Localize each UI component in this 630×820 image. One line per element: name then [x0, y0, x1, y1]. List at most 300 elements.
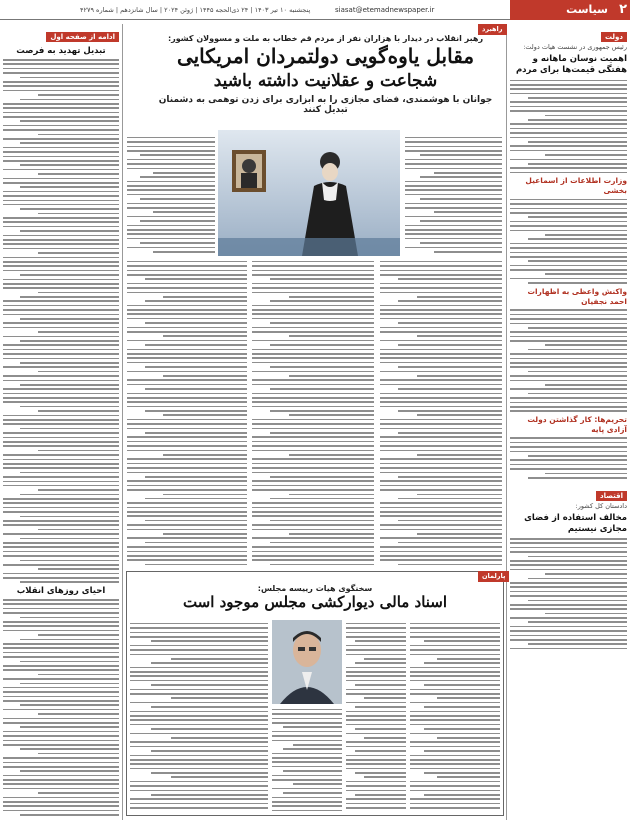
- text-line: [127, 292, 247, 294]
- text-line: [346, 649, 406, 651]
- text-line: [3, 454, 119, 456]
- text-line: [127, 238, 215, 240]
- text-line: [127, 146, 215, 148]
- text-line: [3, 735, 119, 737]
- main-story-tag: راهبرد: [478, 24, 507, 35]
- text-line: [272, 718, 342, 720]
- text-line: [145, 322, 247, 324]
- text-line: [127, 529, 247, 531]
- text-line: [127, 379, 247, 381]
- text-line: [145, 520, 247, 522]
- text-line: [364, 697, 406, 699]
- text-line: [3, 555, 119, 557]
- text-line: [130, 719, 268, 721]
- text-line: [127, 318, 247, 320]
- text-line: [127, 419, 247, 421]
- text-line: [127, 524, 247, 526]
- text-line: [127, 265, 247, 267]
- text-line: [410, 763, 500, 765]
- text-line: [270, 322, 374, 324]
- text-line: [398, 322, 502, 324]
- text-line: [380, 551, 502, 553]
- text-line: [252, 362, 374, 364]
- text-line: [510, 265, 627, 267]
- text-line: [3, 709, 119, 711]
- text-line: [3, 375, 119, 377]
- text-line: [127, 349, 247, 351]
- text-line: [405, 194, 502, 196]
- text-line: [20, 384, 119, 386]
- text-line: [130, 715, 268, 717]
- text-line: [410, 671, 500, 673]
- text-line: [3, 612, 119, 614]
- text-line: [20, 428, 119, 430]
- text-line: [410, 702, 500, 704]
- text-line: [151, 728, 268, 730]
- text-line: [380, 318, 502, 320]
- text-line: [289, 414, 374, 416]
- text-line: [20, 362, 119, 364]
- text-line: [130, 680, 268, 682]
- text-line: [3, 652, 119, 654]
- text-line: [127, 216, 215, 218]
- text-line: [510, 442, 627, 444]
- text-line: [20, 99, 119, 101]
- text-line: [252, 353, 374, 355]
- text-line: [545, 384, 627, 386]
- text-line: [3, 68, 119, 70]
- text-line: [127, 207, 215, 209]
- text-line: [3, 221, 119, 223]
- text-line: [545, 154, 627, 156]
- text-line: [272, 757, 342, 759]
- text-line: [3, 700, 119, 702]
- text-line: [289, 494, 374, 496]
- text-line: [38, 292, 119, 294]
- text-line: [380, 472, 502, 474]
- text-line: [417, 494, 502, 496]
- text-line: [380, 546, 502, 548]
- text-line: [528, 556, 627, 558]
- text-line: [20, 142, 119, 144]
- text-line: [398, 278, 502, 280]
- text-line: [3, 191, 119, 193]
- text-line: [252, 524, 374, 526]
- page-header: [0, 0, 630, 20]
- text-line: [252, 511, 374, 513]
- text-line: [252, 327, 374, 329]
- text-line: [420, 220, 502, 222]
- text-line: [140, 176, 215, 178]
- text-line: [38, 489, 119, 491]
- text-line: [145, 410, 247, 412]
- section-tag: دولت: [601, 32, 627, 42]
- text-line: [355, 750, 406, 752]
- text-line: [405, 225, 502, 227]
- text-line: [3, 511, 119, 513]
- text-line: [270, 344, 374, 346]
- text-line: [545, 613, 627, 615]
- text-line: [3, 520, 119, 522]
- main-story-heading: [148, 34, 503, 115]
- text-line: [252, 309, 374, 311]
- text-line: [410, 768, 500, 770]
- text-line: [510, 446, 627, 448]
- text-line: [434, 172, 502, 174]
- second-headline: اسناد مالی دیوارکشی مجلس موجود است: [182, 593, 448, 611]
- section-tag: ادامه از صفحه اول: [46, 32, 119, 42]
- text-line: [410, 785, 500, 787]
- brief-headline: وزارت اطلاعات از اسماعیل بخشی: [525, 176, 627, 196]
- text-line: [130, 755, 268, 757]
- text-line: [270, 542, 374, 544]
- text-line: [424, 772, 501, 774]
- text-line: [405, 189, 502, 191]
- text-line: [289, 335, 374, 337]
- text-line: [270, 410, 374, 412]
- brief-body: [510, 437, 627, 478]
- text-line: [346, 627, 406, 629]
- text-line: [405, 216, 502, 218]
- text-line: [163, 533, 247, 535]
- text-line: [127, 423, 247, 425]
- text-line: [20, 318, 119, 320]
- section-label: [510, 0, 630, 20]
- column-rule: [122, 24, 123, 820]
- text-line: [252, 467, 374, 469]
- text-line: [127, 480, 247, 482]
- text-line: [20, 77, 119, 79]
- text-line: [510, 380, 627, 382]
- text-line: [127, 137, 215, 139]
- text-line: [420, 198, 502, 200]
- text-line: [510, 635, 627, 637]
- text-line: [510, 243, 627, 245]
- brief-headline: اهمیت نوسان ماهانه و هفتگی قیمت‌ها برای مردم: [515, 54, 627, 76]
- text-line: [398, 366, 502, 368]
- text-line: [380, 287, 502, 289]
- text-line: [3, 419, 119, 421]
- text-line: [3, 731, 119, 733]
- text-line: [424, 662, 501, 664]
- text-line: [3, 279, 119, 281]
- text-line: [380, 340, 502, 342]
- text-line: [510, 128, 627, 130]
- text-line: [510, 132, 627, 134]
- text-line: [127, 502, 247, 504]
- text-line: [3, 573, 119, 575]
- text-line: [127, 261, 247, 263]
- text-line: [20, 726, 119, 728]
- text-line: [270, 388, 374, 390]
- text-line: [252, 406, 374, 408]
- text-line: [346, 680, 406, 682]
- text-line: [163, 494, 247, 496]
- text-line: [127, 445, 247, 447]
- text-line: [127, 450, 247, 452]
- text-line: [380, 463, 502, 465]
- text-line: [270, 564, 374, 566]
- text-line: [130, 763, 268, 765]
- text-line: [346, 741, 406, 743]
- text-line: [346, 790, 406, 792]
- text-line: [3, 226, 119, 228]
- text-line: [127, 194, 215, 196]
- text-line: [151, 794, 268, 796]
- text-line: [252, 559, 374, 561]
- text-line: [145, 388, 247, 390]
- text-line: [20, 683, 119, 685]
- text-line: [130, 724, 268, 726]
- text-line: [171, 697, 268, 699]
- text-line: [3, 775, 119, 777]
- text-line: [127, 467, 247, 469]
- text-line: [355, 772, 406, 774]
- text-line: [380, 274, 502, 276]
- text-line: [3, 59, 119, 61]
- text-line: [130, 632, 268, 634]
- text-line: [380, 480, 502, 482]
- text-line: [38, 713, 119, 715]
- text-line: [545, 115, 627, 117]
- text-line: [346, 763, 406, 765]
- main-body-col: [252, 258, 374, 568]
- text-line: [410, 711, 500, 713]
- text-line: [252, 287, 374, 289]
- story-headline: تبدیل تهدید به فرصت: [16, 46, 106, 56]
- text-line: [437, 697, 500, 699]
- text-line: [380, 511, 502, 513]
- text-line: [398, 564, 502, 566]
- main-body-col: [127, 134, 215, 256]
- text-line: [20, 639, 119, 641]
- text-line: [380, 450, 502, 452]
- text-line: [3, 524, 119, 526]
- issue-date: پنجشنبه ۱۰ تیر ۱۴۰۳ | ۲۴ ذی‌الحجه ۱۴۴۵ | ژوئن ۲۰۲۴ | سال شانزدهم | شماره ۴۲۷۹: [80, 6, 311, 14]
- section-name: سیاست: [566, 3, 608, 16]
- text-line: [510, 366, 627, 368]
- main-headline-line2: شجاعت و عقلانیت داشته باشید: [213, 71, 438, 91]
- brief-prehead: رئیس جمهوری در نشست هیات دولت:: [523, 43, 627, 51]
- second-body-col: [130, 620, 268, 812]
- text-line: [252, 313, 374, 315]
- text-line: [528, 455, 627, 457]
- text-line: [510, 88, 627, 90]
- text-line: [127, 507, 247, 509]
- text-line: [252, 489, 374, 491]
- text-line: [3, 722, 119, 724]
- text-line: [3, 112, 119, 114]
- text-line: [510, 551, 627, 553]
- text-line: [272, 801, 342, 803]
- text-line: [510, 212, 627, 214]
- text-line: [3, 388, 119, 390]
- text-line: [528, 282, 627, 284]
- text-line: [38, 568, 119, 570]
- text-line: [380, 406, 502, 408]
- text-line: [252, 423, 374, 425]
- text-line: [252, 274, 374, 276]
- text-line: [410, 781, 500, 783]
- text-line: [364, 658, 406, 660]
- text-line: [3, 485, 119, 487]
- text-line: [346, 807, 406, 809]
- text-line: [398, 432, 502, 434]
- site-email: siasat@etemadnewspaper.ir: [335, 6, 435, 14]
- text-line: [417, 533, 502, 535]
- text-line: [3, 305, 119, 307]
- text-line: [346, 733, 406, 735]
- text-line: [20, 516, 119, 518]
- text-line: [3, 380, 119, 382]
- text-line: [127, 185, 215, 187]
- text-line: [346, 768, 406, 770]
- main-headline: مقابل یاوه‌گویی دولتمردان امریکایی: [176, 44, 475, 68]
- text-line: [153, 172, 215, 174]
- text-line: [437, 776, 500, 778]
- text-line: [380, 428, 502, 430]
- text-line: [252, 401, 374, 403]
- text-line: [272, 805, 342, 807]
- text-line: [380, 537, 502, 539]
- text-line: [127, 150, 215, 152]
- text-line: [510, 80, 627, 82]
- text-line: [252, 436, 374, 438]
- text-line: [3, 476, 119, 478]
- text-line: [510, 362, 627, 364]
- text-line: [510, 172, 627, 174]
- text-line: [380, 265, 502, 267]
- text-line: [410, 627, 500, 629]
- text-line: [127, 441, 247, 443]
- text-line: [346, 781, 406, 783]
- text-line: [252, 485, 374, 487]
- text-line: [510, 586, 627, 588]
- text-line: [252, 515, 374, 517]
- text-line: [20, 814, 119, 816]
- text-line: [528, 393, 627, 395]
- text-line: [3, 160, 119, 162]
- text-line: [346, 675, 406, 677]
- text-line: [163, 454, 247, 456]
- text-line: [130, 733, 268, 735]
- text-line: [410, 675, 500, 677]
- text-line: [528, 349, 627, 351]
- text-line: [130, 645, 268, 647]
- text-line: [3, 766, 119, 768]
- text-line: [130, 649, 268, 651]
- text-line: [424, 640, 501, 642]
- text-line: [272, 779, 342, 781]
- text-line: [3, 107, 119, 109]
- text-line: [163, 296, 247, 298]
- text-line: [528, 238, 627, 240]
- text-line: [510, 167, 627, 169]
- text-line: [510, 353, 627, 355]
- text-line: [510, 340, 627, 342]
- main-body-col: [380, 258, 502, 568]
- text-line: [3, 665, 119, 667]
- text-line: [270, 476, 374, 478]
- text-line: [127, 485, 247, 487]
- text-line: [252, 261, 374, 263]
- text-line: [3, 481, 119, 483]
- text-line: [405, 159, 502, 161]
- text-line: [3, 393, 119, 395]
- text-line: [3, 507, 119, 509]
- text-line: [3, 647, 119, 649]
- page-number: ۲: [619, 2, 627, 17]
- text-line: [3, 467, 119, 469]
- text-line: [510, 314, 627, 316]
- text-line: [145, 278, 247, 280]
- text-line: [545, 573, 627, 575]
- text-line: [528, 97, 627, 99]
- text-line: [272, 735, 342, 737]
- text-line: [3, 178, 119, 180]
- text-line: [283, 748, 343, 750]
- text-line: [3, 353, 119, 355]
- second-body-col: [346, 620, 406, 812]
- main-body-col: [127, 258, 247, 568]
- text-line: [3, 788, 119, 790]
- text-line: [380, 331, 502, 333]
- text-line: [417, 375, 502, 377]
- text-line: [3, 810, 119, 812]
- text-line: [3, 129, 119, 131]
- text-line: [252, 419, 374, 421]
- text-line: [130, 759, 268, 761]
- text-line: [3, 691, 119, 693]
- text-line: [405, 163, 502, 165]
- text-line: [510, 203, 627, 205]
- text-line: [420, 154, 502, 156]
- text-line: [293, 783, 342, 785]
- text-line: [171, 658, 268, 660]
- text-line: [510, 93, 627, 95]
- text-line: [380, 489, 502, 491]
- text-line: [510, 595, 627, 597]
- text-line: [410, 636, 500, 638]
- text-line: [3, 542, 119, 544]
- text-line: [346, 798, 406, 800]
- text-line: [346, 755, 406, 757]
- text-line: [510, 199, 627, 201]
- text-line: [510, 375, 627, 377]
- text-line: [3, 103, 119, 105]
- text-line: [355, 684, 406, 686]
- text-line: [127, 283, 247, 285]
- text-line: [510, 269, 627, 271]
- text-line: [3, 779, 119, 781]
- text-line: [272, 722, 342, 724]
- text-line: [410, 632, 500, 634]
- text-line: [380, 458, 502, 460]
- leader-portrait-icon: [218, 130, 400, 256]
- text-line: [510, 542, 627, 544]
- text-line: [3, 125, 119, 127]
- text-line: [151, 706, 268, 708]
- text-line: [510, 323, 627, 325]
- text-line: [510, 564, 627, 566]
- text-line: [380, 309, 502, 311]
- text-line: [528, 163, 627, 165]
- brief-headline: واکنش واعظی به اظهارات احمد نجفیان: [527, 286, 627, 306]
- text-line: [3, 533, 119, 535]
- text-line: [355, 728, 406, 730]
- text-line: [20, 770, 119, 772]
- text-line: [171, 737, 268, 739]
